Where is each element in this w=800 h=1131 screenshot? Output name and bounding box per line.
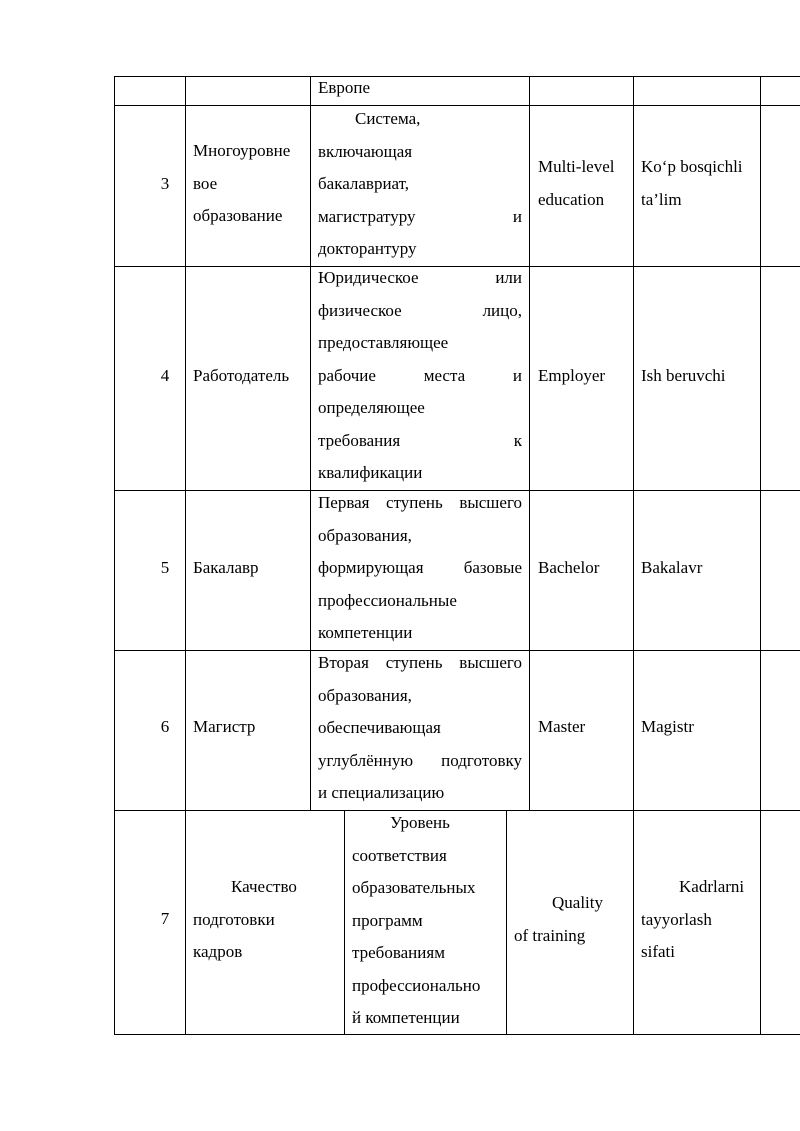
english-cell — [538, 552, 599, 585]
definition-line: профессионально — [352, 975, 481, 995]
uzbek-line: Kadrlarni — [679, 877, 745, 896]
uzbek-cell — [641, 151, 743, 216]
term-cell — [193, 552, 259, 585]
col-border — [344, 810, 345, 1034]
col-border — [185, 76, 186, 1034]
definition-line: Вторая ступень высшего — [318, 653, 522, 672]
definition-line: и специализацию — [318, 783, 445, 802]
term-cell — [193, 360, 289, 393]
term-line: Многоуровне — [193, 141, 291, 160]
definition-line: Первая ступень высшего — [318, 493, 522, 512]
definition-line: образования, — [318, 525, 412, 545]
row-number: 4 — [160, 366, 170, 385]
definition-line: образования, — [318, 685, 412, 705]
english-cell — [538, 151, 614, 216]
definition-line: рабочие места и — [318, 365, 522, 385]
term-line: кадров — [193, 942, 243, 961]
definition-line: формирующая базовые — [318, 558, 522, 577]
definition-line: Уровень — [390, 813, 450, 832]
definition-line: включающая — [318, 141, 413, 161]
definition-cell — [318, 647, 522, 810]
definition-cell — [352, 807, 480, 1035]
english-line: Bachelor — [538, 558, 600, 577]
english-line: Multi-level — [538, 157, 615, 176]
term-line: Магистр — [193, 717, 256, 736]
uzbek-line: tayyorlash — [641, 909, 712, 929]
row-number: 3 — [160, 174, 170, 193]
definition-line: докторантуру — [318, 239, 417, 258]
definition-line: программ — [352, 910, 423, 930]
definition-cell — [318, 72, 370, 105]
english-line: of training — [514, 925, 586, 945]
definition-line: требования к — [318, 430, 522, 450]
term-line: подготовки — [193, 909, 275, 929]
definition-line: обеспечивающая — [318, 718, 441, 737]
definition-line: профессиональные — [318, 590, 457, 610]
term-cell — [193, 135, 290, 233]
term-line: образование — [193, 206, 283, 225]
definition-line: физическое лицо, — [318, 300, 522, 320]
row-number: 7 — [160, 909, 170, 928]
definition-line: требованиям — [352, 943, 445, 962]
uzbek-cell — [641, 711, 694, 744]
uzbek-cell — [641, 360, 726, 393]
definition-line: квалификации — [318, 463, 423, 482]
col-border — [506, 810, 507, 1034]
uzbek-line: Magistr — [641, 717, 694, 736]
row-number: 5 — [160, 558, 170, 577]
definition-line: углублённую подготовку — [318, 750, 522, 770]
term-line: Качество — [231, 877, 297, 896]
col-border — [633, 76, 634, 1034]
definition-line: бакалавриат, — [318, 174, 410, 193]
definition-line: определяющее — [318, 398, 425, 417]
term-cell — [193, 871, 297, 969]
term-line: вое — [193, 173, 218, 193]
uzbek-line: Ko‘p bosqichli — [641, 157, 743, 176]
definition-line: образовательных — [352, 878, 476, 897]
uzbek-line: Bakalavr — [641, 558, 703, 577]
uzbek-line: ta’lim — [641, 189, 682, 209]
uzbek-line: sifati — [641, 942, 675, 961]
col-border — [760, 76, 761, 1034]
definition-line: соответствия — [352, 845, 447, 865]
english-cell — [538, 711, 585, 744]
english-line: Employer — [538, 366, 606, 385]
definition-line: й компетенции — [352, 1008, 460, 1027]
uzbek-line: Ish beruvchi — [641, 366, 726, 385]
definition-cell — [318, 262, 522, 490]
term-cell — [193, 711, 255, 744]
english-line: education — [538, 189, 605, 209]
term-line: Работодатель — [193, 366, 290, 385]
definition-line: компетенции — [318, 623, 413, 642]
english-line: Quality — [552, 893, 603, 912]
definition-cell — [318, 487, 522, 650]
col-border — [114, 76, 115, 1034]
definition-line: магистратуру и — [318, 206, 522, 226]
definition-cell — [318, 103, 522, 266]
row-number: 6 — [160, 717, 170, 736]
uzbek-cell — [641, 871, 744, 969]
uzbek-cell — [641, 552, 702, 585]
definition-line: предоставляющее — [318, 333, 449, 352]
col-border — [310, 76, 311, 810]
term-line: Бакалавр — [193, 558, 259, 577]
row-border — [114, 76, 800, 77]
definition-line: Европе — [318, 78, 371, 97]
definition-line: Система, — [355, 109, 421, 128]
english-cell — [514, 887, 603, 952]
definition-line: Юридическое или — [318, 268, 522, 287]
col-border — [529, 76, 530, 810]
english-line: Master — [538, 717, 586, 736]
english-cell — [538, 360, 605, 393]
